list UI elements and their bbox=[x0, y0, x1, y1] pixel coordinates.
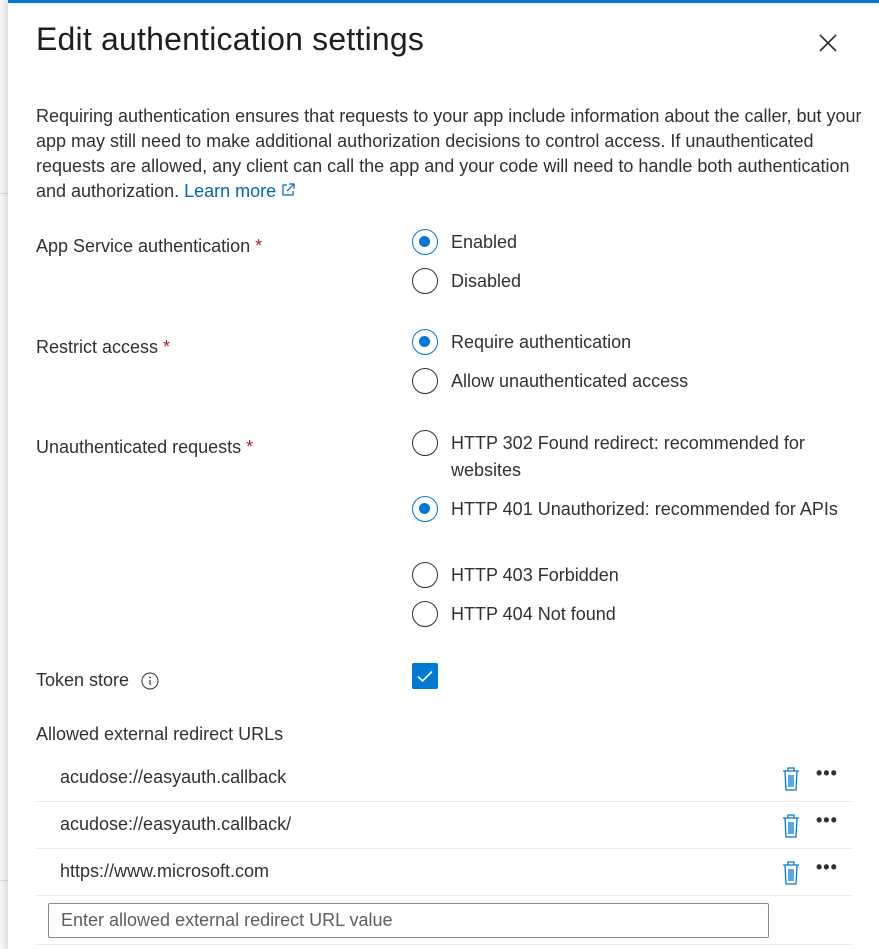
option-label: HTTP 401 Unauthorized: recommended for APIs bbox=[451, 499, 838, 519]
radio-http-404[interactable] bbox=[412, 601, 852, 628]
redirect-url-row bbox=[36, 755, 853, 802]
redirect-url: acudose://easyauth.callback/ bbox=[60, 814, 292, 834]
label-text: App Service authentication bbox=[36, 236, 251, 256]
radio-icon bbox=[412, 562, 438, 588]
trash-icon[interactable] bbox=[781, 813, 801, 839]
info-icon[interactable] bbox=[141, 672, 159, 690]
radio-allow-unauth[interactable] bbox=[412, 368, 852, 395]
redirect-url: acudose://easyauth.callback bbox=[60, 767, 287, 787]
close-icon[interactable] bbox=[816, 31, 840, 55]
trash-icon[interactable] bbox=[781, 860, 801, 886]
redirect-url: https://www.microsoft.com bbox=[60, 861, 270, 881]
radio-icon bbox=[412, 229, 438, 255]
option-label: HTTP 403 Forbidden bbox=[451, 565, 619, 585]
required-mark: * bbox=[163, 337, 171, 357]
radio-disabled[interactable] bbox=[412, 268, 852, 295]
unauth-requests-label bbox=[36, 437, 253, 458]
learn-more-text: Learn more bbox=[184, 181, 277, 201]
restrict-access-label bbox=[36, 337, 170, 358]
radio-icon bbox=[412, 496, 438, 522]
radio-icon bbox=[412, 268, 438, 294]
checkmark-icon bbox=[412, 663, 438, 689]
divider bbox=[0, 880, 8, 881]
option-label: Allow unauthenticated access bbox=[451, 371, 689, 391]
label-text: Token store bbox=[36, 670, 130, 690]
token-store-label bbox=[36, 670, 159, 691]
more-options-icon[interactable]: ••• bbox=[816, 857, 838, 877]
redirect-urls-label: Allowed external redirect URLs bbox=[36, 724, 284, 744]
label-text: Unauthenticated requests bbox=[36, 437, 242, 457]
option-label: Require authentication bbox=[451, 332, 632, 352]
label-text: Restrict access bbox=[36, 337, 159, 357]
option-label: Disabled bbox=[451, 271, 522, 291]
radio-icon bbox=[412, 430, 438, 456]
option-label: HTTP 404 Not found bbox=[451, 604, 616, 624]
redirect-url-input[interactable] bbox=[48, 903, 769, 938]
required-mark: * bbox=[246, 437, 254, 457]
redirect-url-row bbox=[36, 849, 853, 896]
required-mark: * bbox=[255, 236, 263, 256]
radio-require-auth[interactable] bbox=[412, 329, 852, 356]
radio-http-403[interactable] bbox=[412, 562, 852, 589]
page-title: Edit authentication settings bbox=[36, 21, 425, 57]
radio-icon bbox=[412, 601, 438, 627]
option-label: Enabled bbox=[451, 232, 518, 252]
external-link-icon bbox=[281, 183, 295, 197]
divider bbox=[36, 944, 853, 945]
description-text: Requiring authentication ensures that requests to your app include information about the caller, but your app may still need to make additional authorization decisions to control access. If unauthenticated requests are allowed, any client can call the app and your code will need to handle both authentication and authorization. bbox=[36, 106, 862, 201]
description bbox=[36, 104, 866, 204]
learn-more-link[interactable] bbox=[184, 181, 295, 201]
token-store-checkbox[interactable] bbox=[412, 663, 438, 689]
radio-icon bbox=[412, 368, 438, 394]
radio-enabled[interactable] bbox=[412, 229, 852, 256]
edit-auth-panel bbox=[8, 0, 879, 949]
redirect-url-row bbox=[36, 802, 853, 849]
trash-icon[interactable] bbox=[781, 766, 801, 792]
more-options-icon[interactable]: ••• bbox=[816, 810, 838, 830]
option-label: HTTP 302 Found redirect: recommended for websites bbox=[451, 433, 805, 480]
radio-icon bbox=[412, 329, 438, 355]
more-options-icon[interactable]: ••• bbox=[816, 763, 838, 783]
radio-http-302[interactable] bbox=[412, 430, 852, 484]
radio-http-401[interactable] bbox=[412, 496, 852, 523]
app-service-auth-label bbox=[36, 236, 262, 257]
divider bbox=[0, 193, 8, 194]
